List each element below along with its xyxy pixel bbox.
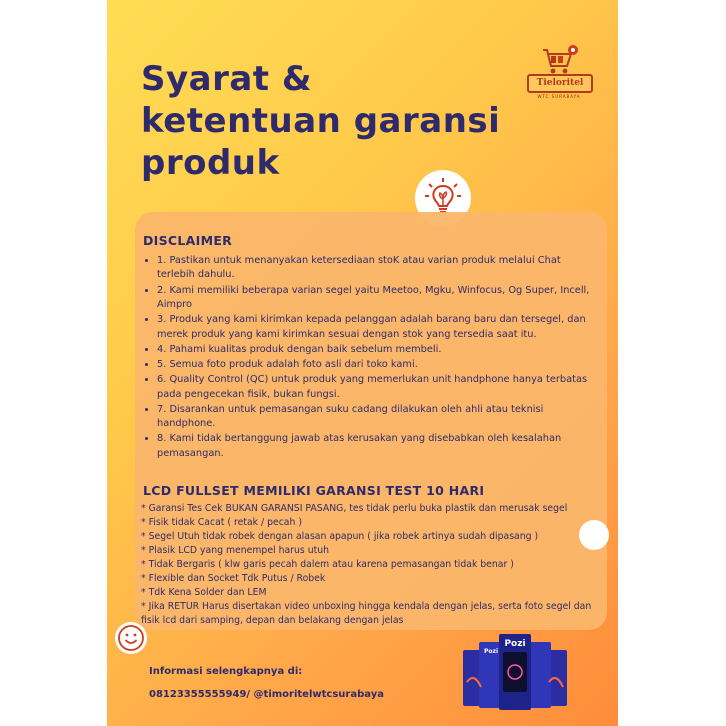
footer-info: Informasi selengkapnya di: xyxy=(149,666,303,677)
store-logo xyxy=(527,44,597,100)
list-item: • 5. Semua foto produk adalah foto asli dari toko kami. xyxy=(157,358,601,372)
product-boxes-image xyxy=(459,632,571,712)
list-item: * Plasik LCD yang menempel harus utuh xyxy=(141,545,330,556)
product-brand: Pozi xyxy=(504,639,526,649)
smiley-icon xyxy=(113,620,149,656)
list-item: * Tidak Bergaris ( klw garis pecah dalem atau karena pemasangan tidak benar ) xyxy=(141,559,514,570)
shopping-cart-icon xyxy=(527,44,597,78)
list-item: * Garansi Tes Cek BUKAN GARANSI PASANG, tes tidak perlu buka plastik dan merusak segel xyxy=(141,503,568,514)
disclaimer-heading: DISCLAIMER xyxy=(143,233,233,248)
logo-subtitle: WTC SURABAYA xyxy=(537,94,581,99)
list-item: * Flexible dan Socket Tdk Putus / Robek xyxy=(141,573,326,584)
title-line-3: produk xyxy=(141,143,280,183)
footer xyxy=(149,660,384,706)
title-line-2: ketentuan garansi xyxy=(141,101,501,141)
warranty-heading: LCD FULLSET MEMILIKI GARANSI TEST 10 HARI xyxy=(143,483,485,498)
poster xyxy=(107,0,618,726)
product-brand: Pozi xyxy=(483,648,499,655)
list-item: * Segel Utuh tidak robek dengan alasan apapun ( jika robek artinya sudah dipasang ) xyxy=(141,531,539,542)
footer-contact: 08123355555949/ @timoritelwtcsurabaya xyxy=(149,689,384,700)
list-item: • 2. Kami memiliki beberapa varian segel yaitu Meetoo, Mgku, Winfocus, Og Super, Incell, Aimpro xyxy=(157,284,601,313)
page-title xyxy=(141,58,521,184)
decorative-circle xyxy=(579,520,609,550)
list-item: * Fisik tidak Cacat ( retak / pecah ) xyxy=(141,517,302,528)
list-item: • 6. Quality Control (QC) untuk produk yang memerlukan unit handphone hanya terbatas pada pengecekan fisik, bukan fungsi. xyxy=(157,373,601,402)
list-item: • 1. Pastikan untuk menanyakan ketersediaan stoK atau varian produk melalui Chat terlebih dahulu. xyxy=(157,254,601,283)
list-item: * Tdk Kena Solder dan LEM xyxy=(141,587,267,598)
list-item: • 4. Pahami kualitas produk dengan baik sebelum membeli. xyxy=(157,343,601,357)
list-item: * Jika RETUR Harus disertakan video unboxing hingga kendala dengan jelas, serta foto segel dan fisik lcd dari samping, depan dan belakang dengan jelas xyxy=(141,601,592,626)
disclaimer-list xyxy=(143,254,601,462)
warranty-list xyxy=(141,502,601,628)
logo-name: Tieloritel xyxy=(527,74,593,93)
list-item: • 7. Disarankan untuk pemasangan suku cadang dilakukan oleh ahli atau teknisi handphone. xyxy=(157,403,601,432)
title-line-1: Syarat & xyxy=(141,59,313,99)
list-item: • 8. Kami tidak bertanggung jawab atas kerusakan yang disebabkan oleh kesalahan pemasangan. xyxy=(157,432,601,461)
list-item: • 3. Produk yang kami kirimkan kepada pelanggan adalah barang baru dan tersegel, dan merek produk yang kami kirimkan sesuai dengan stok yang tersedia saat itu. xyxy=(157,313,601,342)
